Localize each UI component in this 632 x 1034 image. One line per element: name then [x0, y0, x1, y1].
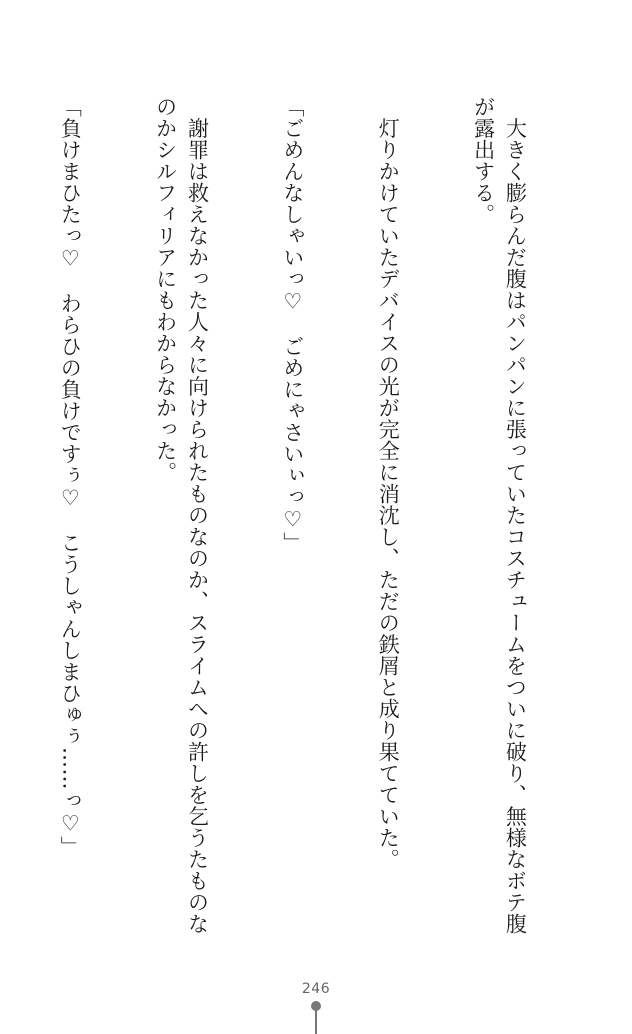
paragraph-text: 「ごめんなしゃいっ♡ ごめにゃさいぃっ♡」 [280, 96, 305, 554]
paragraph [371, 96, 403, 946]
paragraph [467, 96, 531, 946]
paragraph-text: 灯りかけていたデバイスの光が完全に消沈し、ただの鉄屑と成り果てていた。 [376, 96, 401, 870]
page-number: 246 [301, 981, 331, 997]
dialogue [53, 96, 85, 946]
paragraph-text: 大きく膨らんだ腹はパンパンに張っていたコスチュームをついに破り、無様なボテ腹が露出する。 [471, 96, 528, 935]
dialogue [276, 96, 308, 946]
folio-line-ornament [315, 1010, 317, 1034]
paragraph-text: 「負けまひたっ♡ わらひの負けですぅ♡ こうしゃんしまひゅぅ……っ♡」 [58, 96, 83, 858]
paragraph [149, 96, 213, 946]
body-text [0, 96, 594, 946]
paragraph-text: 謝罪は救えなかった人々に向けられたものなのか、スライムへの許しを乞うたものなのかシルフィリアにもわからなかった。 [153, 96, 210, 935]
